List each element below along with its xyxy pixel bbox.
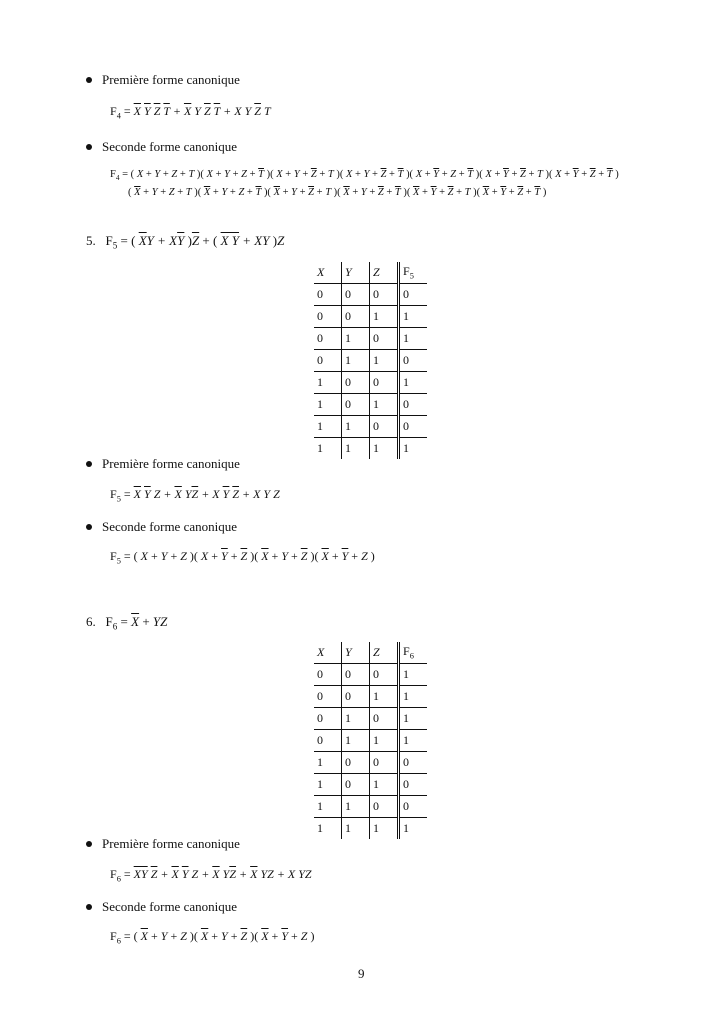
- section-6-heading: 6. $F_6 = \overline{X}$ + YZ: [86, 614, 168, 632]
- bullet-dot-icon: [86, 144, 92, 150]
- bullet-dot-icon: [86, 77, 92, 83]
- f4-second-canonical-form-line1: $F_4$ = ( X + Y + Z + T )( $X + Y + Z + \overline{T}$ )( $X + Y + \overline{Z} + T$ )( $X + Y + \overline{Z} + \overline{T}$ )( $X + \overline{Y} + Z + \overline{T}$ )( $X + \overline{Y} + \overline{Z} + T$ )( $X + \overline{Y} + \overline{Z} + \overline{T}$ ): [110, 169, 619, 183]
- bullet-dot-icon: [86, 904, 92, 910]
- table-row: 0 0 1 1: [314, 306, 427, 328]
- col-header-z: Z: [370, 262, 399, 284]
- table-header-row: [314, 642, 427, 664]
- table-row: 1 1 1 1: [314, 438, 427, 460]
- bullet-seconde-forme-6: Seconde forme canonique: [86, 899, 237, 915]
- f4-first-canonical-form: $F_4 = \overline{X}$ $\overline{Y}$ $\overline{Z}$ $\overline{T} + \overline{X}$ Y $\overline{Z}$ $\overline{T} + X$ Y $\overline{Z}$ T: [110, 104, 271, 121]
- table-row: 0 1 0 1: [314, 708, 427, 730]
- table-row: 1 1 1 1: [314, 818, 427, 840]
- f6-second-canonical-form: $F_6$ = ( $\overline{X} + Y + Z$ )( $\overline{X} + Y + \overline{Z}$ )( $\overline{X} + \overline{Y} + Z$ ): [110, 929, 315, 946]
- bullet-premiere-forme-6: Première forme canonique: [86, 836, 240, 852]
- table-row: 0 1 1 1: [314, 730, 427, 752]
- f5-first-canonical-form: $F_5 = \overline{X}$ $\overline{Y}$ $Z + \overline{X}$ $Y\overline{Z} + X$ $\overline{Y}$ $\overline{Z} + X$ Y Z: [110, 487, 280, 504]
- table-row: 1 0 0 0: [314, 752, 427, 774]
- bullet-seconde-forme-4: Seconde forme canonique: [86, 139, 237, 155]
- bullet-premiere-forme-5: Première forme canonique: [86, 456, 240, 472]
- table-row: 0 0 1 1: [314, 686, 427, 708]
- table-row: 0 1 1 0: [314, 350, 427, 372]
- table-row: 1 1 0 0: [314, 796, 427, 818]
- col-header-x: X: [314, 642, 342, 664]
- table-row: 1 1 0 0: [314, 416, 427, 438]
- f5-second-canonical-form: $F_5$ = ( X + Y + Z )( $X + \overline{Y} + \overline{Z}$ )( $\overline{X} + Y + \overline{Z}$ )( $\overline{X} + \overline{Y} + Z$ ): [110, 549, 375, 566]
- bullet-dot-icon: [86, 524, 92, 530]
- truth-table-f6: [314, 642, 427, 839]
- table-row: 1 0 1 0: [314, 394, 427, 416]
- col-header-f5: $F_5$: [403, 264, 414, 281]
- col-header-x: X: [314, 262, 342, 284]
- table-row: 1 0 1 0: [314, 774, 427, 796]
- page-number: 9: [358, 966, 365, 981]
- section-5-heading: 5. $F_5$ = ( $\overline{X}Y + X\overline{Y}$ )$\overline{Z}$ + ( X Y + XY )Z: [86, 233, 285, 251]
- f4-second-canonical-form-line2: ( $\overline{X} + Y + Z + T$ )( $\overline{X} + Y + Z + \overline{T}$ )( $\overline{X} + Y + \overline{Z} + T$ )( $\overline{X} + Y + \overline{Z} + \overline{T}$ )( $\overline{X} + \overline{Y} + \overline{Z} + T$ )( $\overline{X} + \overline{Y} + \overline{Z} + \overline{T}$ ): [128, 187, 547, 198]
- bullet-dot-icon: [86, 841, 92, 847]
- table-row: 0 1 0 1: [314, 328, 427, 350]
- table-row: 1 0 0 1: [314, 372, 427, 394]
- col-header-y: Y: [342, 262, 370, 284]
- bullet-seconde-forme-5: Seconde forme canonique: [86, 519, 237, 535]
- bullet-premiere-forme-4: Première forme canonique: [86, 72, 240, 88]
- f6-first-canonical-form: $F_6 = \overline{X}\overline{Y}$ $\overline{Z} + \overline{X}$ $\overline{Y}$ $Z + \overline{X}$ $Y\overline{Z} + \overline{X}$ YZ + X YZ: [110, 867, 312, 884]
- table-header-row: [314, 262, 427, 284]
- bullet-dot-icon: [86, 461, 92, 467]
- col-header-z: Z: [370, 642, 399, 664]
- table-row: 0 0 0 1: [314, 664, 427, 686]
- col-header-y: Y: [342, 642, 370, 664]
- col-header-f6: $F_6$: [403, 644, 414, 661]
- truth-table-f5: [314, 262, 427, 459]
- table-row: 0 0 0 0: [314, 284, 427, 306]
